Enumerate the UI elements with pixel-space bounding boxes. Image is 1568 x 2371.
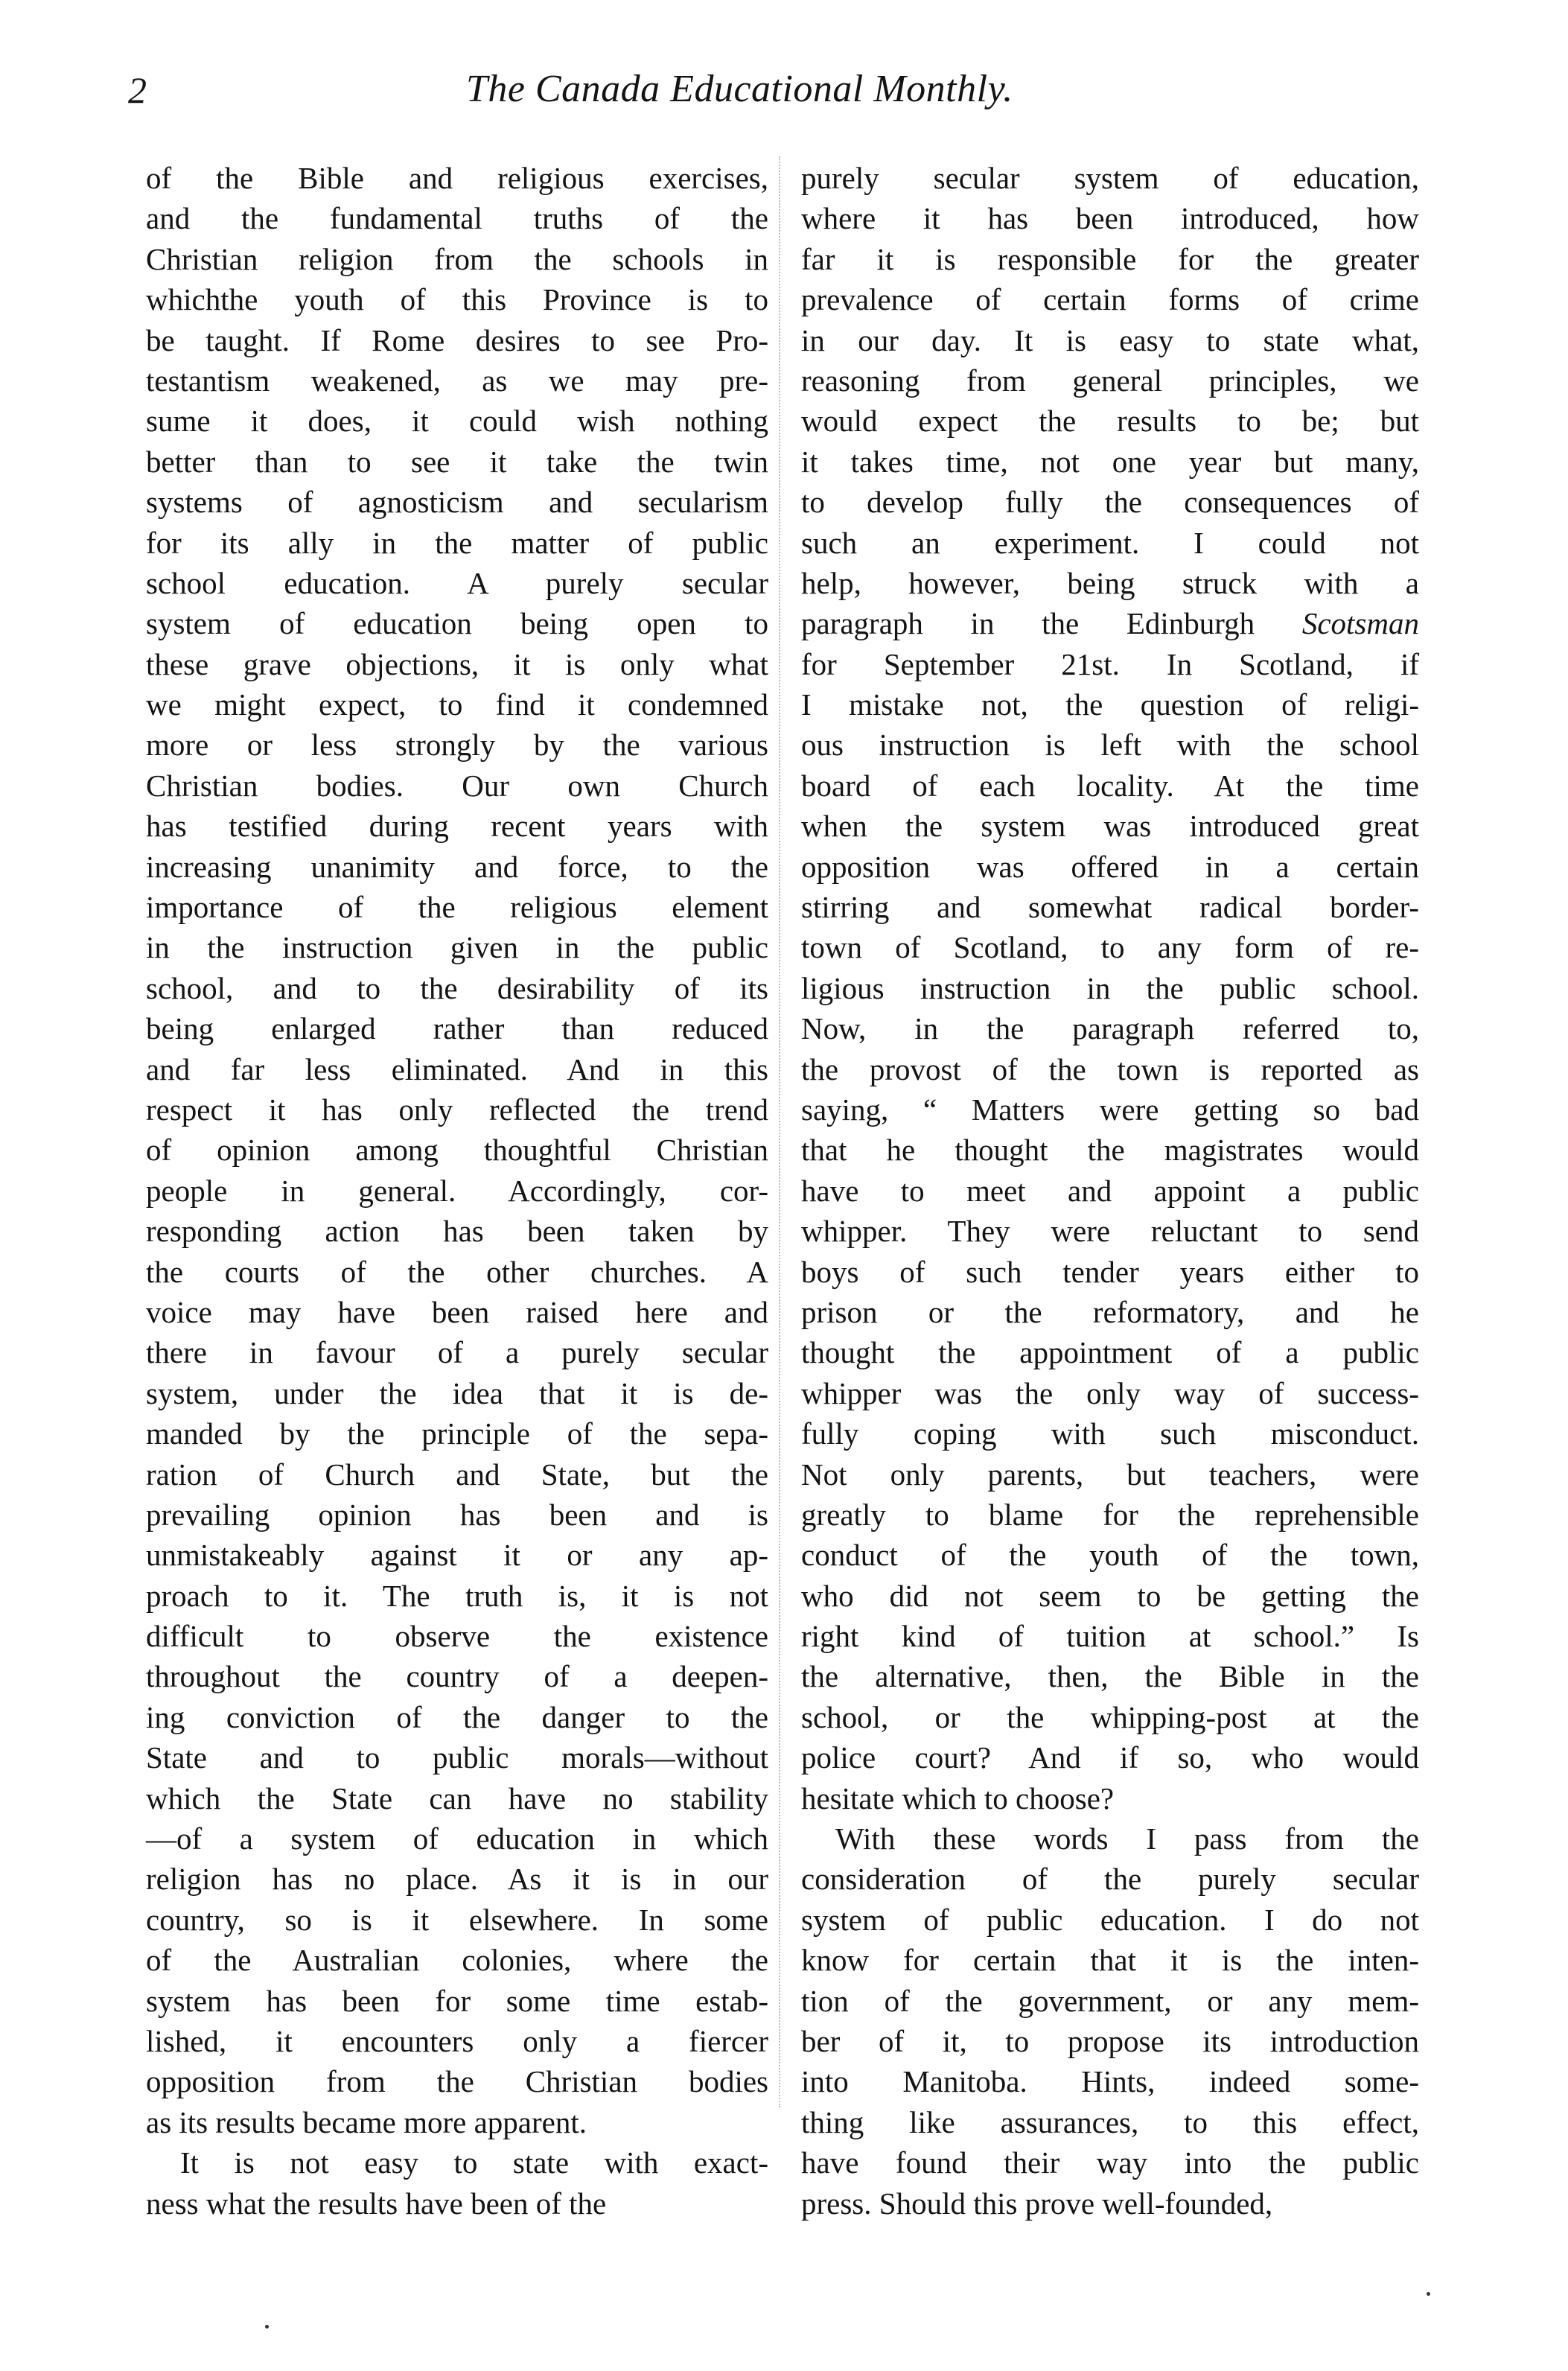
text-line: being enlarged rather than reduced [146,1011,768,1046]
text-line: difficult to observe the existence [146,1619,768,1654]
text-line: system of public education. I do not [801,1902,1419,1937]
text-line: respect it has only reflected the trend [146,1092,768,1127]
text-line: help, however, being struck with a [801,565,1419,600]
text-line: and far less eliminated. And in this [146,1051,768,1086]
text-line: prison or the reformatory, and he [801,1294,1419,1329]
text-line: prevalence of certain forms of crime [801,282,1419,317]
text-line: thing like assurances, to this effect, [801,2104,1419,2139]
text-line: it takes time, not one year but many, [801,444,1419,479]
text-line: better than to see it take the twin [146,444,768,479]
text-line: reasoning from general principles, we [801,363,1419,398]
text-line: when the system was introduced great [801,809,1419,844]
text-line: ing conviction of the danger to the [146,1699,768,1734]
text-line: —of a system of education in which [146,1821,768,1856]
text-line: board of each locality. At the time [801,768,1419,803]
text-line: we might expect, to find it condemned [146,687,768,722]
text-line: opposition from the Christian bodies [146,2064,768,2099]
text-line: State and to public morals—without [146,1740,768,1775]
text-line: greatly to blame for the reprehensible [801,1497,1419,1532]
text-line: increasing unanimity and force, to the [146,849,768,884]
text-line: have to meet and appoint a public [801,1173,1419,1208]
text-line: which the State can have no stability [146,1780,768,1815]
text-line: whichthe youth of this Province is to [146,282,768,317]
text-line: With these words I pass from the [835,1821,1419,1856]
column-divider [779,156,780,2107]
text-line: police court? And if so, who would [801,1740,1419,1775]
text-line: I mistake not, the question of religi- [801,687,1419,722]
text-line: such an experiment. I could not [801,525,1419,560]
text-line: ber of it, to propose its introduction [801,2023,1419,2058]
text-line: more or less strongly by the various [146,728,768,763]
text-line: system, under the idea that it is de- [146,1375,768,1410]
italic-newspaper-title: Scotsman [1301,606,1419,641]
text-line: that he thought the magistrates would [801,1133,1419,1168]
text-line: fully coping with such misconduct. [801,1416,1419,1451]
text-line: would expect the results to be; but [801,404,1419,439]
text-line: saying, “ Matters were getting so bad [801,1092,1419,1127]
text-line: of the Bible and religious exercises, [146,161,768,195]
text-line: in our day. It is easy to state what, [801,322,1419,357]
text-line: conduct of the youth of the town, [801,1538,1419,1573]
text-line: tion of the government, or any mem- [801,1983,1419,2018]
text-line: boys of such tender years either to [801,1254,1419,1289]
text-line: whipper. They were reluctant to send [801,1214,1419,1249]
text-line: who did not seem to be getting the [801,1578,1419,1613]
text-line: as its results became more apparent. [146,2104,587,2139]
text-line: into Manitoba. Hints, indeed some- [801,2064,1419,2099]
text-line: ness what the results have been of the [146,2186,607,2221]
text-line: school, or the whipping-post at the [801,1699,1419,1734]
text-line: to develop fully the consequences of [801,485,1419,520]
text-line: country, so is it elsewhere. In some [146,1902,768,1937]
text-line: school, and to the desirability of its [146,970,768,1005]
print-speck [1427,2292,1430,2296]
text-line: consideration of the purely secular [801,1862,1419,1897]
text-line: where it has been introduced, how [801,201,1419,236]
right-column [801,158,1419,2224]
text-line: proach to it. The truth is, it is not [146,1578,768,1613]
text-line: Not only parents, but teachers, were [801,1457,1419,1492]
text-line: town of Scotland, to any form of re- [801,930,1419,965]
text-line: right kind of tuition at school.” Is [801,1619,1419,1654]
text-line: system has been for some time estab- [146,1983,768,2018]
text-line: paragraph in the Edinburgh Scotsman [801,606,1419,641]
text-line: the provost of the town is reported as [801,1051,1419,1086]
text-line: of the Australian colonies, where the [146,1943,768,1978]
text-line: for its ally in the matter of public [146,525,768,560]
running-title: The Canada Educational Monthly. [466,68,1013,110]
text-line: there in favour of a purely secular [146,1335,768,1370]
text-line: opposition was offered in a certain [801,849,1419,884]
text-line: purely secular system of education, [801,161,1419,195]
text-line: press. Should this prove well-founded, [801,2186,1273,2221]
text-line: throughout the country of a deepen- [146,1659,768,1694]
text-line: the courts of the other churches. A [146,1254,768,1289]
text-line: hesitate which to choose? [801,1780,1115,1815]
text-line: for September 21st. In Scotland, if [801,646,1419,681]
print-speck [265,2325,269,2329]
text-line: systems of agnosticism and secularism [146,485,768,520]
text-line: far it is responsible for the greater [801,241,1419,276]
left-column [146,158,768,2224]
text-line: unmistakeably against it or any ap- [146,1538,768,1573]
text-line: Now, in the paragraph referred to, [801,1011,1419,1046]
text-line: school education. A purely secular [146,565,768,600]
text-line: ration of Church and State, but the [146,1457,768,1492]
text-line: voice may have been raised here and [146,1294,768,1329]
text-line: religion has no place. As it is in our [146,1862,768,1897]
text-line: manded by the principle of the sepa- [146,1416,768,1451]
text-line: thought the appointment of a public [801,1335,1419,1370]
text-line: the alternative, then, the Bible in the [801,1659,1419,1694]
text-line: have found their way into the public [801,2145,1419,2180]
text-line: stirring and somewhat radical border- [801,890,1419,925]
text-line: importance of the religious element [146,890,768,925]
text-line: whipper was the only way of success- [801,1375,1419,1410]
text-line: Christian religion from the schools in [146,241,768,276]
text-line: know for certain that it is the inten- [801,1943,1419,1978]
text-line: It is not easy to state with exact- [180,2145,768,2180]
text-line: system of education being open to [146,606,768,641]
text-line: prevailing opinion has been and is [146,1497,768,1532]
text-line: these grave objections, it is only what [146,646,768,681]
text-line: Christian bodies. Our own Church [146,768,768,803]
text-line: testantism weakened, as we may pre- [146,363,768,398]
text-line: in the instruction given in the public [146,930,768,965]
text-line: ous instruction is left with the school [801,728,1419,763]
page-number: 2 [128,69,147,111]
text-line: lished, it encounters only a fiercer [146,2023,768,2058]
text-line: and the fundamental truths of the [146,201,768,236]
text-line: be taught. If Rome desires to see Pro- [146,322,768,357]
text-line: ligious instruction in the public school. [801,970,1419,1005]
text-line: has testified during recent years with [146,809,768,844]
text-line: of opinion among thoughtful Christian [146,1133,768,1168]
text-line: people in general. Accordingly, cor- [146,1173,768,1208]
text-line: responding action has been taken by [146,1214,768,1249]
text-line: sume it does, it could wish nothing [146,404,768,439]
